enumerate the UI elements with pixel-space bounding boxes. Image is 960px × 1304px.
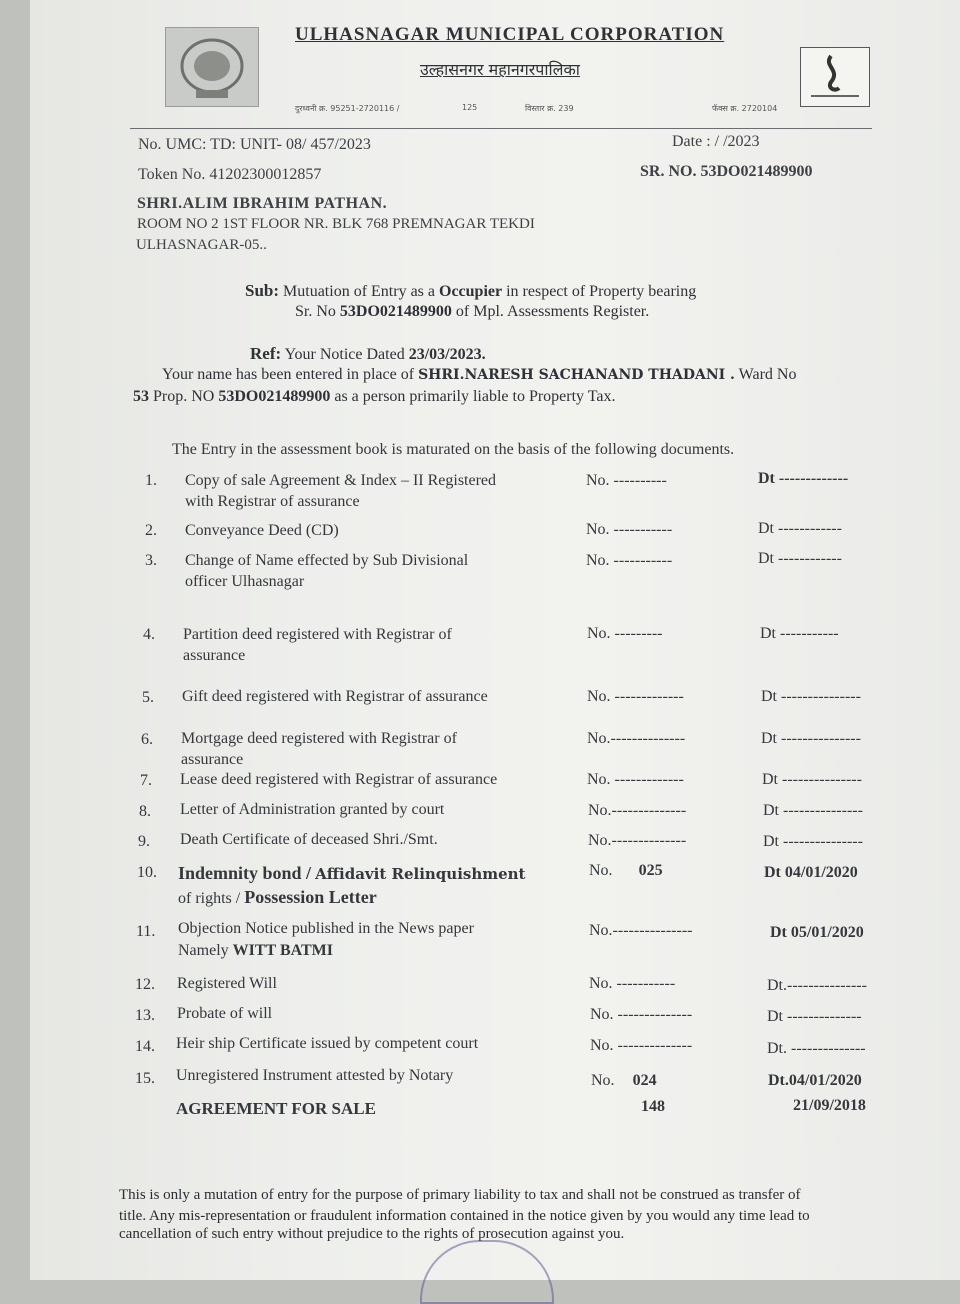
doc-title: Registered Will (177, 975, 277, 992)
doc-title: Indemnity bond / Affidavit Relinquishment (178, 863, 526, 883)
doc-number: 10. (137, 864, 157, 881)
doc-number: 3. (145, 552, 157, 569)
doc-no: No.-------------- (587, 730, 686, 747)
reference-body-line2: 53 Prop. NO 53DO021489900 as a person primarily liable to Property Tax. (133, 388, 616, 405)
doc-title: Objection Notice published in the News paper (178, 920, 474, 937)
fax-number: फॅक्स क्र. 2720104 (712, 104, 778, 113)
doc-date: Dt --------------- (763, 802, 863, 819)
doc-title: Heir ship Certificate issued by competent court (176, 1035, 479, 1052)
doc-no: No.-------------- (588, 832, 687, 849)
doc-date: Dt 05/01/2020 (770, 924, 864, 941)
doc-date: Dt.--------------- (767, 977, 867, 994)
serial-number: SR. NO. 53DO021489900 (640, 163, 813, 180)
reference-body-line1: Your name has been entered in place of SHRI.NARESH SACHANAND THADANI . Ward No (162, 366, 797, 383)
reference-line: Ref: Your Notice Dated 23/03/2023. (250, 344, 486, 363)
phone-extension: 125 (462, 103, 478, 112)
doc-no: No. ------------- (587, 688, 684, 705)
corporation-title: ULHASNAGAR MUNICIPAL CORPORATION (295, 24, 725, 45)
doc-title-cont: of rights / Possession Letter (178, 887, 377, 907)
doc-date: Dt ------------ (758, 550, 842, 567)
subject-line2: Sr. No 53DO021489900 of Mpl. Assessments Register. (295, 303, 650, 320)
subject-line1: Sub: Mutuation of Entry as a Occupier in respect of Property bearing (245, 281, 697, 300)
doc-title: Unregistered Instrument attested by Notary (176, 1067, 454, 1084)
doc-date: Dt.04/01/2020 (768, 1072, 862, 1089)
doc-number: 7. (140, 772, 152, 789)
doc-no: No. 025 (589, 862, 663, 879)
disclaimer-line3: cancellation of such entry without prejudice to the rights of prosecution against you. (119, 1226, 625, 1242)
corporation-title-hindi: उल्हासनगर महानगरपालिका (420, 60, 580, 79)
doc-date-second: 21/09/2018 (793, 1097, 866, 1114)
doc-number: 15. (135, 1070, 155, 1087)
extension-number: विस्तार क्र. 239 (525, 104, 574, 113)
doc-number: 4. (143, 626, 155, 643)
doc-title-cont: AGREEMENT FOR SALE (176, 1099, 376, 1118)
doc-title-cont: with Registrar of assurance (185, 493, 360, 510)
doc-no: No.-------------- (588, 802, 687, 819)
doc-title-cont: assurance (183, 647, 246, 664)
doc-title: Partition deed registered with Registrar of (183, 626, 452, 643)
letter-number: No. UMC: TD: UNIT- 08/ 457/2023 (138, 136, 371, 153)
letter-date: Date : / /2023 (672, 133, 760, 150)
doc-title: Gift deed registered with Registrar of assurance (182, 688, 488, 705)
doc-title: Probate of will (177, 1005, 273, 1022)
token-number: Token No. 41202300012857 (138, 166, 322, 183)
doc-no: No. ----------- (586, 552, 673, 569)
doc-date: Dt --------------- (763, 833, 863, 850)
doc-title: Change of Name effected by Sub Divisional (185, 552, 469, 569)
doc-title: Death Certificate of deceased Shri./Smt. (180, 831, 438, 848)
doc-date: Dt --------------- (761, 730, 861, 747)
doc-number: 14. (135, 1038, 155, 1055)
doc-title: Lease deed registered with Registrar of assurance (180, 771, 498, 788)
doc-date: Dt ------------ (758, 520, 842, 537)
doc-number: 13. (135, 1007, 155, 1024)
recipient-address-line1: ROOM NO 2 1ST FLOOR NR. BLK 768 PREMNAGAR TEKDI (137, 216, 535, 232)
doc-no: No. ------------- (587, 771, 684, 788)
doc-title: Mortgage deed registered with Registrar of (181, 730, 457, 747)
disclaimer-line1: This is only a mutation of entry for the purpose of primary liability to tax and shall not be construed as transfer of (119, 1187, 801, 1203)
flame-logo-icon (800, 47, 870, 107)
doc-number: 8. (139, 803, 151, 820)
header-divider (130, 128, 872, 129)
doc-title-cont: Namely WITT BATMI (178, 942, 333, 959)
municipal-emblem-icon (165, 27, 259, 107)
doc-no: No. -------------- (590, 1037, 693, 1054)
doc-date: Dt --------------- (762, 771, 862, 788)
subject-label: Sub: (245, 281, 280, 300)
doc-date: Dt 04/01/2020 (764, 864, 858, 881)
doc-number: 6. (141, 731, 153, 748)
doc-title-cont: assurance (181, 751, 244, 768)
doc-no: No. 024 (591, 1072, 657, 1089)
doc-no: No. ---------- (586, 472, 667, 489)
doc-date: Dt. -------------- (767, 1040, 866, 1057)
doc-title: Copy of sale Agreement & Index – II Registered (185, 472, 497, 489)
doc-no-second: 148 (641, 1098, 665, 1115)
doc-date: Dt ----------- (760, 625, 839, 642)
doc-no: No. --------- (587, 625, 663, 642)
doc-title-cont: officer Ulhasnagar (185, 573, 305, 590)
doc-number: 5. (142, 689, 154, 706)
documents-intro: The Entry in the assessment book is maturated on the basis of the following documents. (172, 441, 735, 458)
phone-number: दुरध्वनी क्र. 95251-2720116 / (295, 104, 400, 113)
recipient-name: SHRI.ALIM IBRAHIM PATHAN. (137, 195, 388, 212)
doc-title: Conveyance Deed (CD) (185, 522, 339, 539)
doc-date: Dt -------------- (767, 1008, 862, 1025)
disclaimer-line2: title. Any mis-representation or fraudulent information contained in the notice given by you would any time lead to (119, 1208, 810, 1224)
recipient-address-line2: ULHASNAGAR-05.. (136, 237, 267, 253)
doc-date: Dt ------------- (758, 470, 849, 487)
reference-label: Ref: (250, 344, 282, 363)
doc-number: 1. (145, 472, 157, 489)
doc-no: No. ----------- (586, 521, 673, 538)
doc-date: Dt --------------- (761, 688, 861, 705)
doc-number: 2. (145, 522, 157, 539)
doc-number: 11. (136, 923, 156, 940)
doc-no: No.--------------- (589, 922, 693, 939)
doc-title: Letter of Administration granted by court (180, 801, 445, 818)
doc-number: 9. (138, 833, 150, 850)
doc-number: 12. (135, 976, 155, 993)
doc-no: No. ----------- (589, 975, 676, 992)
doc-no: No. -------------- (590, 1006, 693, 1023)
